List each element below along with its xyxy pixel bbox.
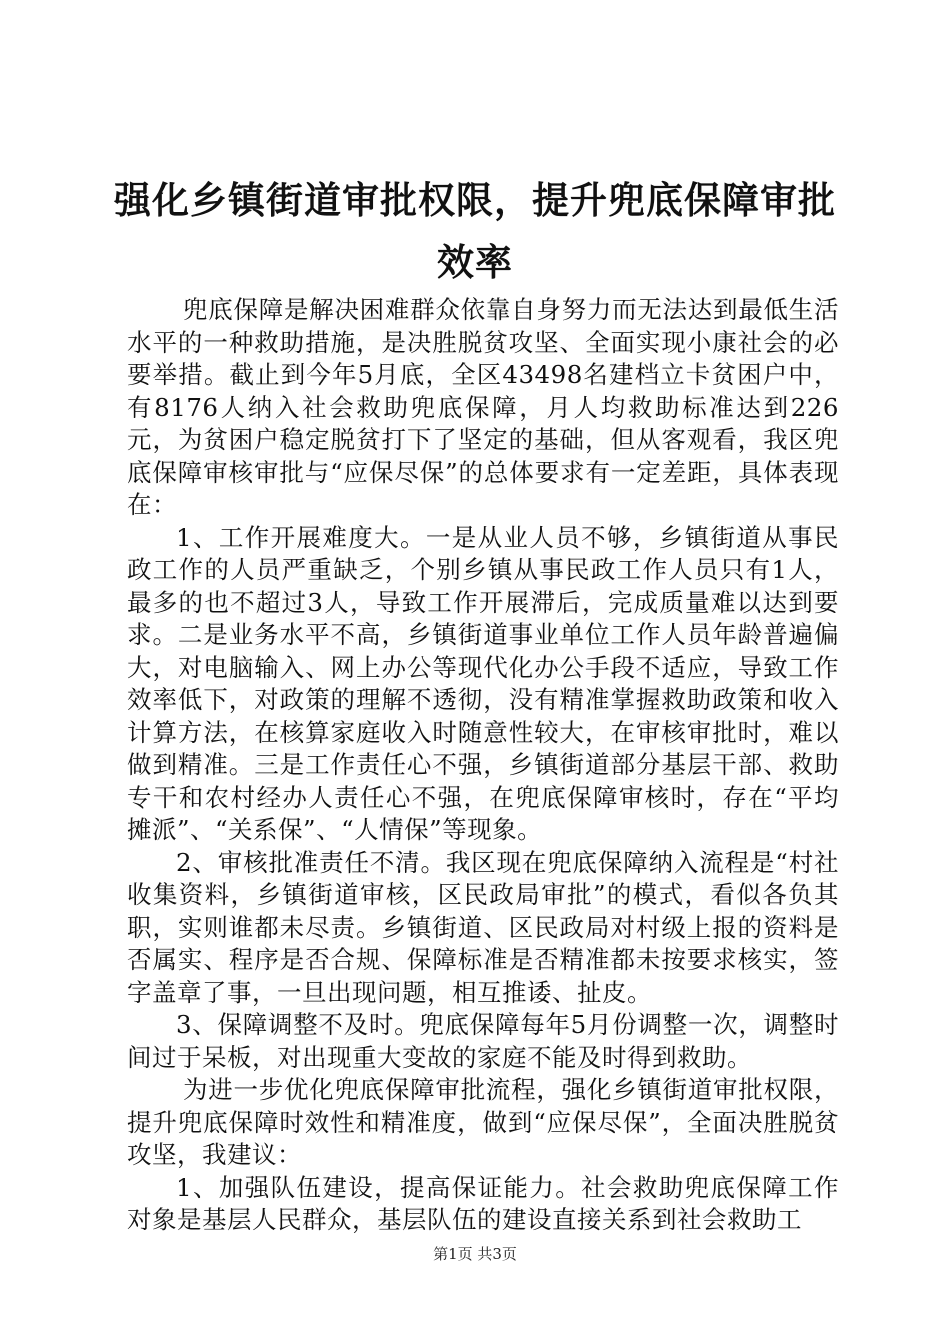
paragraph-point-3: 3、保障调整不及时。兜底保障每年5月份调整一次，调整时间过于呆板，对出现重大变故的家庭不能及时得到救助。 [127, 1010, 839, 1072]
document-body [127, 294, 839, 1237]
paragraph-point-2: 2、审核批准责任不清。我区现在兜底保障纳入流程是“村社收集资料，乡镇街道审核，区民政局审批”的模式，看似各负其职，实则谁都未尽责。乡镇街道、区民政局对村级上报的资料是否属实、程序是否合规、保障标准是否精准都未按要求核实，签字盖章了事，一旦出现问题，相互推诿、扯皮。 [127, 847, 839, 1007]
paragraph-point-1: 1、工作开展难度大。一是从业人员不够，乡镇街道从事民政工作的人员严重缺乏，个别乡镇从事民政工作人员只有1人，最多的也不超过3人，导致工作开展滞后，完成质量难以达到要求。二是业务水平不高，乡镇街道事业单位工作人员年龄普遍偏大，对电脑输入、网上办公等现代化办公手段不适应，导致工作效率低下，对政策的理解不透彻，没有精准掌握救助政策和收入计算方法，在核算家庭收入时随意性较大，在审核审批时，难以做到精准。三是工作责任心不强，乡镇街道部分基层干部、救助专干和农村经办人责任心不强，在兜底保障审核时，存在“平均摊派”、“关系保”、“人情保”等现象。 [127, 522, 839, 844]
document-title: 强化乡镇街道审批权限，提升兜底保障审批效率 [114, 179, 836, 284]
paragraph-suggestion-1: 1、加强队伍建设，提高保证能力。社会救助兜底保障工作对象是基层人民群众，基层队伍的建设直接关系到社会救助工 [127, 1172, 839, 1234]
paragraph-suggestion-intro: 为进一步优化兜底保障审批流程，强化乡镇街道审批权限，提升兜底保障时效性和精准度，做到“应保尽保”，全面决胜脱贫攻坚，我建议： [127, 1075, 839, 1169]
paragraph-intro: 兜底保障是解决困难群众依靠自身努力而无法达到最低生活水平的一种救助措施，是决胜脱贫攻坚、全面实现小康社会的必要举措。截止到今年5月底，全区43498名建档立卡贫困户中，有8176人纳入社会救助兜底保障，月人均救助标准达到226元，为贫困户稳定脱贫打下了坚定的基础，但从客观看，我区兜底保障审核审批与“应保尽保”的总体要求有一定差距，具体表现在： [127, 295, 839, 519]
page-footer: 第1页 共3页 [433, 1245, 517, 1263]
